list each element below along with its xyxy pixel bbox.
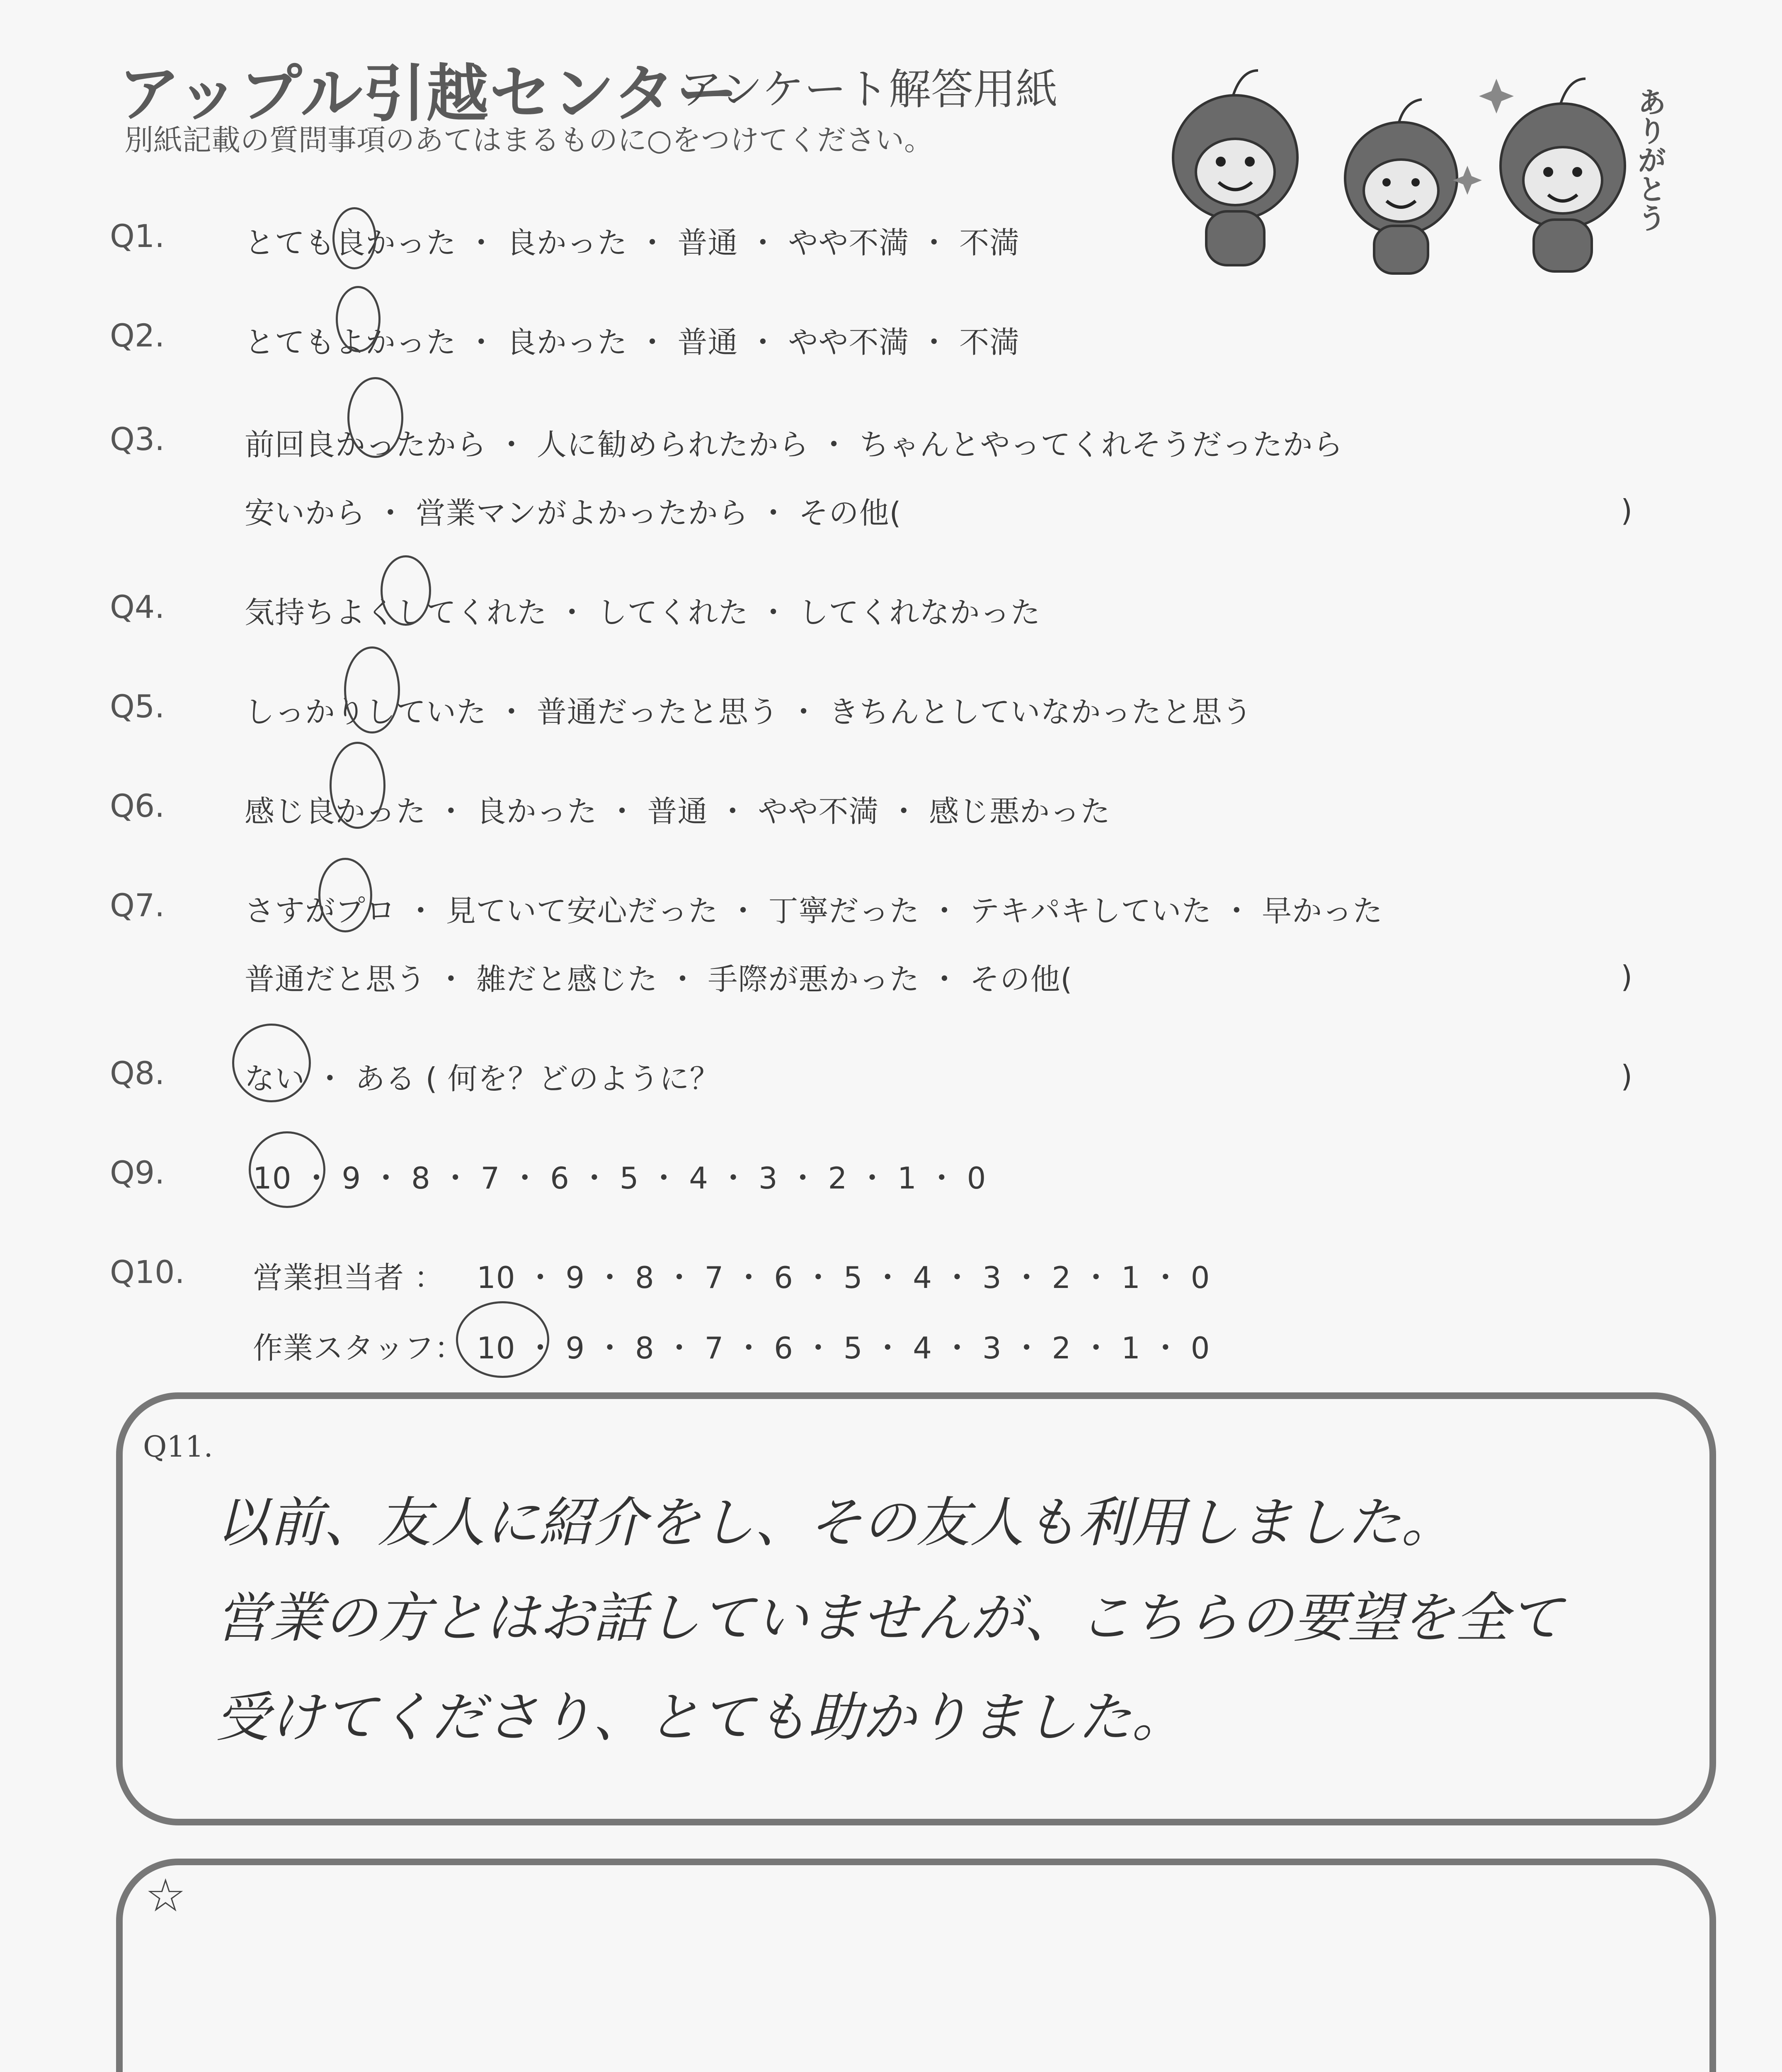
q6-label: Q6.: [110, 787, 165, 824]
form-instruction: 別紙記載の質問事項のあてはまるものに○をつけてください。: [124, 123, 933, 157]
q4-answer-circle: [381, 555, 431, 626]
q4-label: Q4.: [110, 588, 165, 625]
q10-label: Q10.: [110, 1254, 185, 1290]
q2-label: Q2.: [110, 317, 165, 354]
q11-comment-line1: 以前、友人に紹介をし、その友人も利用しました。: [216, 1491, 1455, 1554]
q8-answer-circle: [232, 1024, 311, 1102]
q10-staff-answer-circle: [456, 1301, 549, 1378]
q11-comment-line3: 受けてくださり、とても助かりました。: [216, 1686, 1186, 1749]
q5-options: しっかりしていた ・ 普通だったと思う ・ きちんとしていなかったと思う: [245, 695, 1253, 729]
mascot-monkeys-illustration: [1152, 62, 1704, 278]
q11-label: Q11.: [143, 1430, 213, 1464]
q2-answer-circle: [336, 286, 381, 352]
q3-options-line1: 前回良かったから ・ 人に勧められたから ・ ちゃんとやってくれそうだったから: [245, 427, 1343, 462]
thanks-text: ありがとう: [1633, 87, 1667, 232]
q1-options: とても良かった ・ 良かった ・ 普通 ・ やや不満 ・ 不満: [245, 225, 1020, 260]
q6-answer-circle: [330, 742, 385, 829]
q10-staff-scale: 10 ・ 9 ・ 8 ・ 7 ・ 6 ・ 5 ・ 4 ・ 3 ・ 2 ・ 1 ・ 0: [477, 1331, 1210, 1365]
q2-options: とてもよかった ・ 良かった ・ 普通 ・ やや不満 ・ 不満: [245, 325, 1020, 360]
q5-answer-circle: [344, 646, 400, 733]
q10-staff-label: 作業スタッフ：: [253, 1331, 465, 1365]
q11-comment-line2: 営業の方とはお話していませんが、こちらの要望を全て: [216, 1586, 1563, 1649]
q3-label: Q3.: [110, 421, 165, 457]
q3-options-line2: 安いから ・ 営業マンがよかったから ・ その他(: [245, 496, 902, 530]
q3-answer-circle: [347, 377, 403, 458]
q10-sales-scale: 10 ・ 9 ・ 8 ・ 7 ・ 6 ・ 5 ・ 4 ・ 3 ・ 2 ・ 1 ・ 0: [477, 1260, 1210, 1295]
q7-label: Q7.: [110, 887, 165, 924]
q5-label: Q5.: [110, 688, 165, 725]
form-subtitle: アンケート解答用紙: [680, 65, 1058, 114]
q6-options: 感じ良かった ・ 良かった ・ 普通 ・ やや不満 ・ 感じ悪かった: [245, 794, 1111, 829]
free-comment-box: [116, 1859, 1716, 2072]
q8-options: ない ・ ある ( 何を？どのように？: [245, 1061, 720, 1096]
q9-answer-circle: [249, 1131, 325, 1208]
q4-options: 気持ちよくしてくれた ・ してくれた ・ してくれなかった: [245, 595, 1041, 630]
q9-scale: 10 ・ 9 ・ 8 ・ 7 ・ 6 ・ 5 ・ 4 ・ 3 ・ 2 ・ 1 ・ 0: [253, 1161, 987, 1196]
q1-label: Q1.: [110, 218, 165, 254]
q3-close-paren: ): [1621, 493, 1633, 528]
star-icon: ☆: [145, 1869, 186, 1922]
q7-options-line2: 普通だと思う ・ 雑だと感じた ・ 手際が悪かった ・ その他(: [245, 962, 1073, 997]
q8-label: Q8.: [110, 1055, 165, 1092]
q8-close-paren: ): [1621, 1059, 1633, 1094]
q1-answer-circle: [332, 207, 376, 269]
q10-sales-label: 営業担当者 ：: [253, 1260, 444, 1295]
q9-label: Q9.: [110, 1154, 165, 1191]
q7-close-paren: ): [1621, 959, 1633, 994]
form-title: アップル引越センター: [118, 58, 739, 130]
q7-answer-circle: [318, 858, 372, 932]
q7-options-line1: さすがプロ ・ 見ていて安心だった ・ 丁寧だった ・ テキパキしていた ・ 早かった: [245, 893, 1383, 928]
